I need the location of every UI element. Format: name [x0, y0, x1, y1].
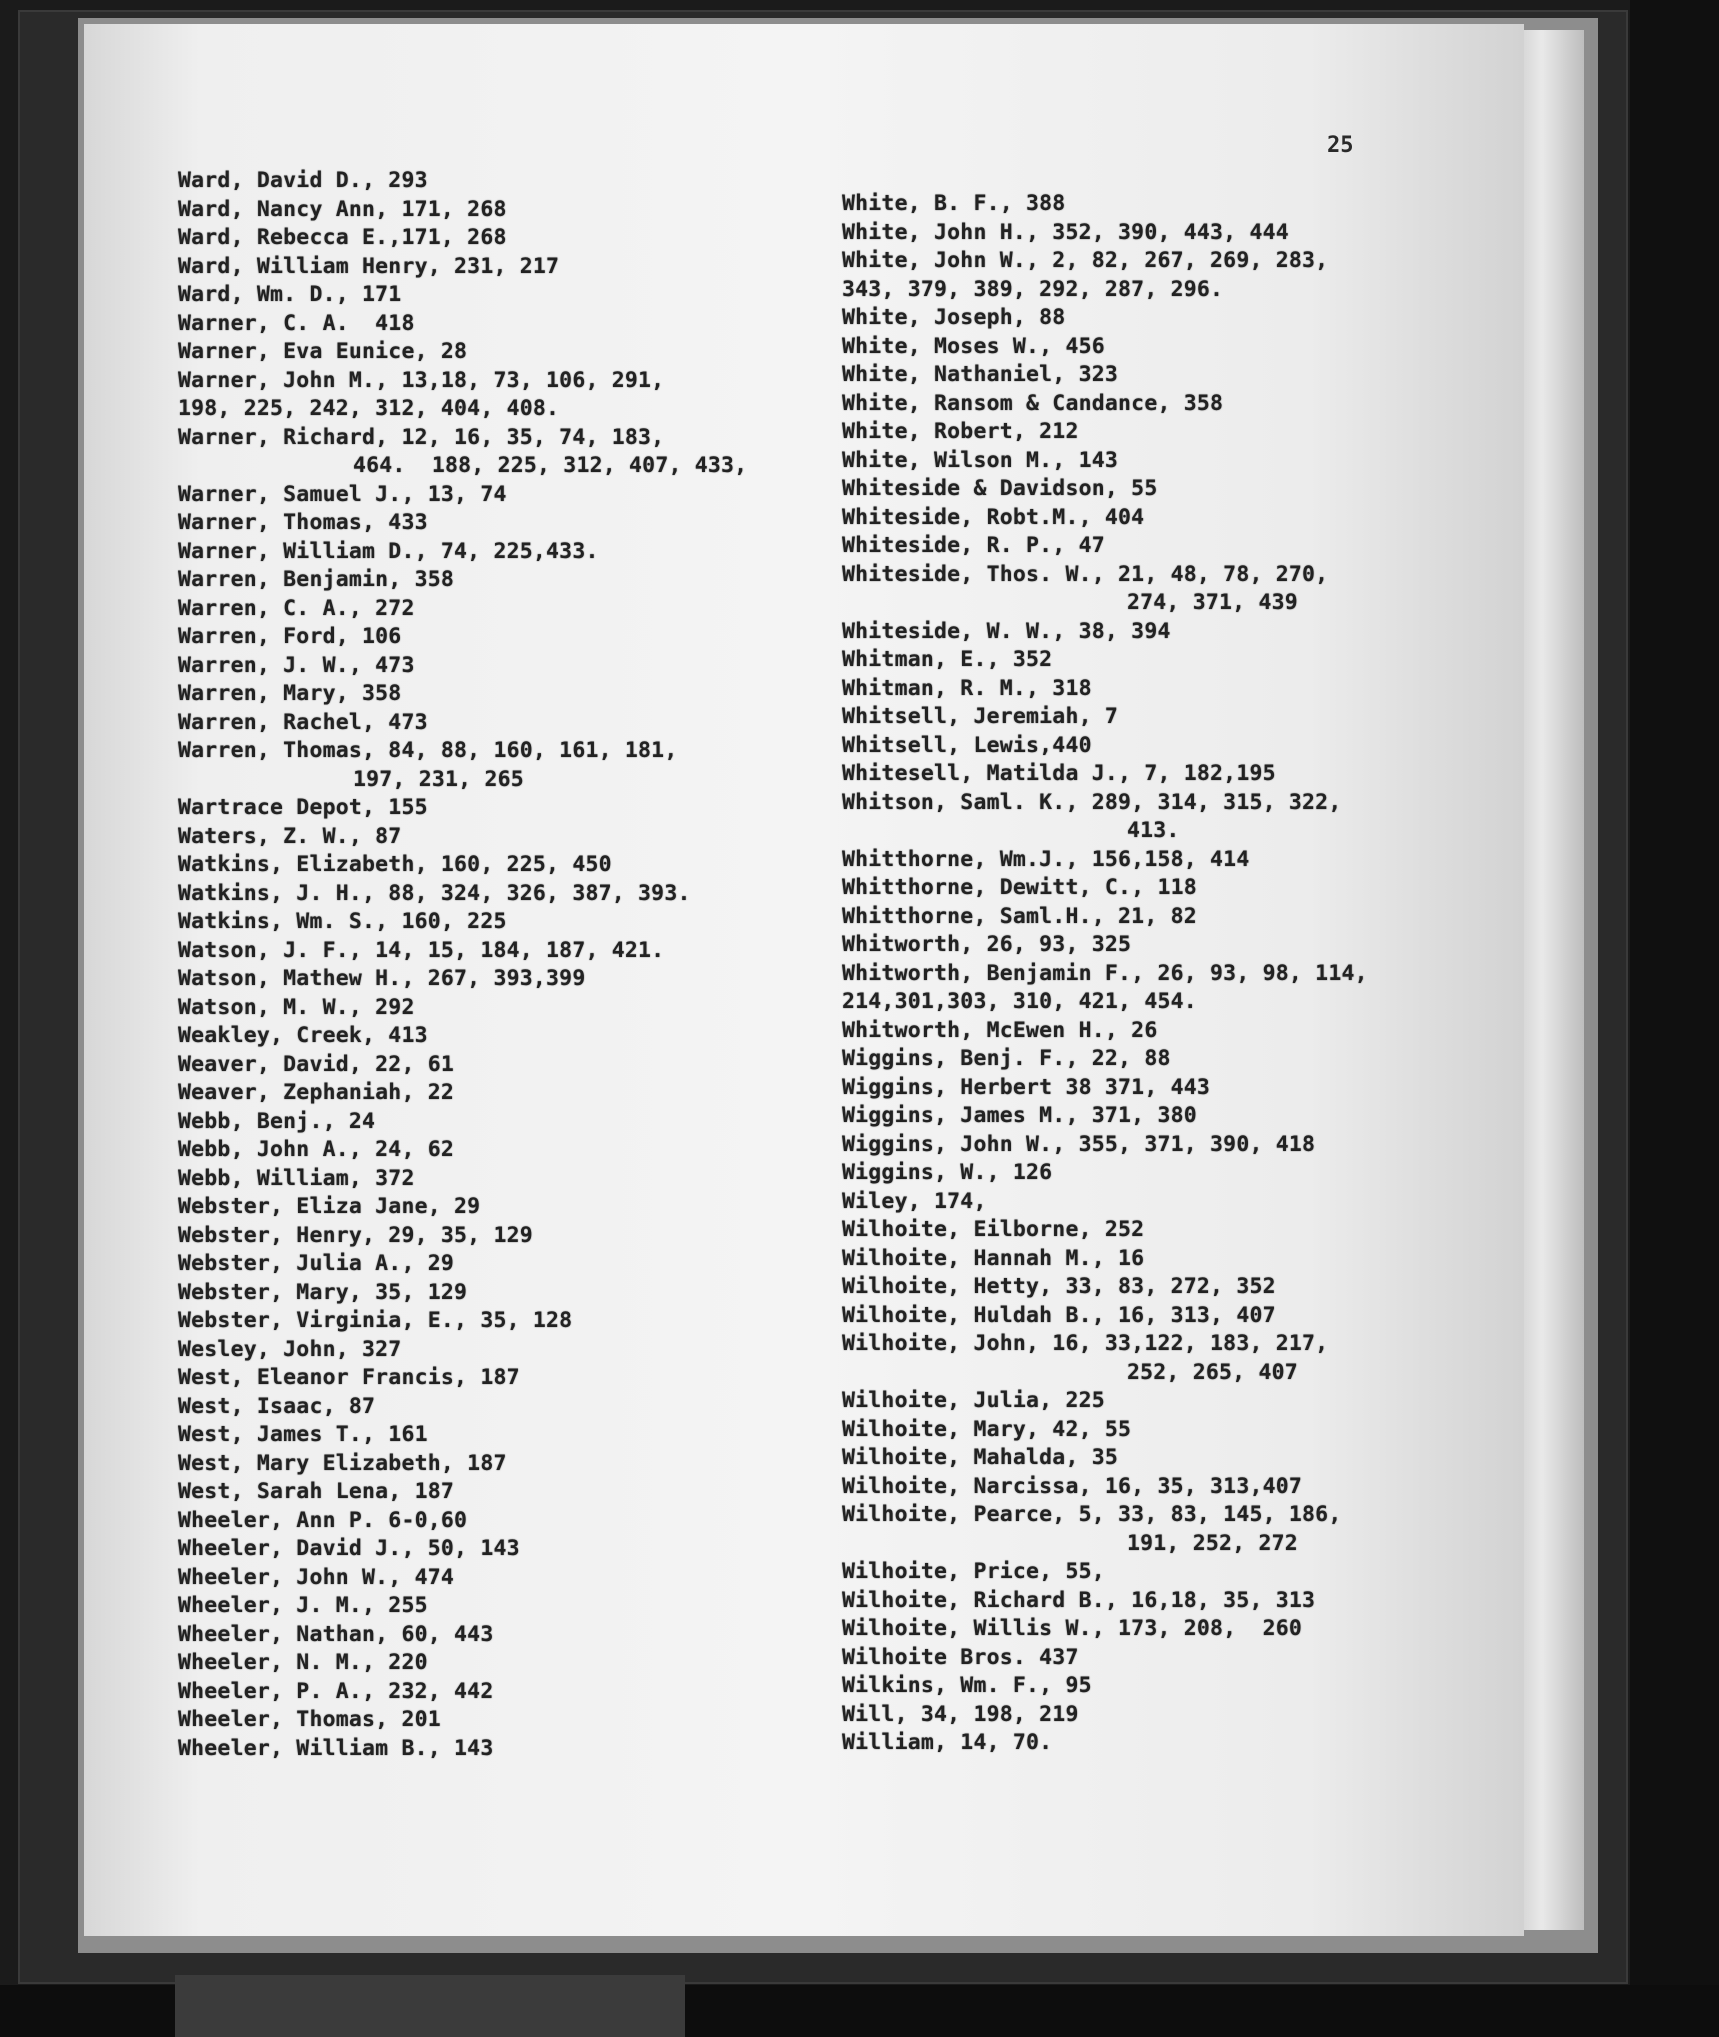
index-entry: Watkins, Wm. S., 160, 225 [178, 909, 507, 934]
index-entry: Warren, Benjamin, 358 [178, 567, 455, 592]
page-edge [1514, 30, 1584, 1930]
index-entry: Whitman, R. M., 318 [842, 675, 1092, 701]
film-gap [175, 1975, 685, 2037]
index-entry: Warner, C. A. 418 [178, 310, 415, 336]
index-entry: Webb, John A., 24, 62 [178, 1137, 455, 1162]
index-entry: Wilhoite, Huldah B., 16, 313, 407 [842, 1302, 1276, 1328]
film-edge-right [1630, 0, 1719, 2037]
index-entry: Ward, David D., 293 [178, 168, 428, 193]
index-entry: Wilhoite, Narcissa, 16, 35, 313,407 [842, 1473, 1303, 1499]
index-entry-continuation: 274, 371, 439 [1127, 590, 1298, 615]
index-column-right [842, 190, 1492, 1758]
index-entry: Wilkins, Wm. F., 95 [842, 1673, 1092, 1698]
index-entry: Ward, William Henry, 231, 217 [178, 253, 560, 279]
index-entry: Webb, William, 372 [178, 1165, 415, 1191]
index-entry: Warren, Rachel, 473 [178, 709, 428, 735]
index-entry: Wiggins, James M., 371, 380 [842, 1103, 1197, 1128]
index-entry: Whiteside & Davidson, 55 [842, 476, 1158, 501]
index-entry: Wheeler, N. M., 220 [178, 1650, 428, 1675]
index-entry: Warren, J. W., 473 [178, 652, 415, 678]
index-entry: White, Moses W., 456 [842, 333, 1105, 359]
index-entry-continuation: 191, 252, 272 [1127, 1530, 1298, 1556]
index-entry: White, Ransom & Candance, 358 [842, 390, 1224, 416]
index-entry: White, John H., 352, 390, 443, 444 [842, 219, 1289, 245]
index-entry: Warner, Eva Eunice, 28 [178, 339, 468, 364]
index-entry: Weaver, David, 22, 61 [178, 1051, 455, 1077]
index-entry: Whitman, E., 352 [842, 647, 1053, 672]
index-entry: White, John W., 2, 82, 267, 269, 283, [842, 248, 1329, 273]
index-entry: White, Nathaniel, 323 [842, 362, 1119, 387]
index-entry-continuation: 252, 265, 407 [1127, 1359, 1298, 1385]
index-column-left [178, 167, 838, 1763]
index-entry: White, Joseph, 88 [842, 305, 1066, 330]
index-entry: Whiteside, Thos. W., 21, 48, 78, 270, [842, 561, 1329, 587]
index-entry: Whitson, Saml. K., 289, 314, 315, 322, [842, 789, 1342, 815]
index-entry: Webster, Henry, 29, 35, 129 [178, 1222, 533, 1248]
index-entry: Wheeler, William B., 143 [178, 1735, 494, 1761]
index-entry: Warner, Richard, 12, 16, 35, 74, 183, [178, 424, 665, 450]
index-entry: Ward, Wm. D., 171 [178, 282, 402, 307]
index-entry: Whitsell, Lewis,440 [842, 732, 1092, 758]
index-entry-continuation: 413. [1127, 818, 1180, 843]
index-entry: Wilhoite, Eilborne, 252 [842, 1217, 1145, 1242]
index-entry: White, B. F., 388 [842, 191, 1066, 216]
index-entry: Warren, Ford, 106 [178, 624, 402, 649]
index-entry: West, James T., 161 [178, 1422, 428, 1447]
index-entry: Whiteside, Robt.M., 404 [842, 504, 1145, 530]
index-entry: Wilhoite Bros. 437 [842, 1644, 1079, 1670]
index-entry: Watkins, J. H., 88, 324, 326, 387, 393. [178, 880, 691, 906]
index-entry: Wilhoite, Richard B., 16,18, 35, 313 [842, 1587, 1316, 1613]
index-entry: Wheeler, David J., 50, 143 [178, 1536, 520, 1561]
index-entry: Wheeler, John W., 474 [178, 1564, 455, 1590]
index-entry-continuation: 197, 231, 265 [353, 766, 524, 792]
index-entry: Whitworth, Benjamin F., 26, 93, 98, 114, [842, 960, 1368, 986]
index-entry: Wiggins, John W., 355, 371, 390, 418 [842, 1131, 1316, 1157]
index-entry: Ward, Nancy Ann, 171, 268 [178, 196, 507, 222]
index-entry: Wheeler, Thomas, 201 [178, 1707, 441, 1732]
index-entry: Weakley, Creek, 413 [178, 1023, 428, 1048]
index-entry: William, 14, 70. [842, 1730, 1053, 1755]
index-entry: Wilhoite, Hetty, 33, 83, 272, 352 [842, 1274, 1276, 1299]
index-entry: West, Isaac, 87 [178, 1393, 376, 1419]
index-entry: Weaver, Zephaniah, 22 [178, 1080, 455, 1105]
index-entry: Wheeler, Nathan, 60, 443 [178, 1621, 494, 1647]
index-entry-continuation: 343, 379, 389, 292, 287, 296. [842, 276, 1224, 302]
page-number: 25 [1327, 133, 1354, 158]
index-entry: Wilhoite, Julia, 225 [842, 1388, 1105, 1413]
index-entry: Webb, Benj., 24 [178, 1108, 376, 1134]
index-entry: Wheeler, P. A., 232, 442 [178, 1678, 494, 1704]
index-entry: Wesley, John, 327 [178, 1336, 402, 1362]
index-entry: Warner, William D., 74, 225,433. [178, 538, 599, 564]
index-entry: Webster, Eliza Jane, 29 [178, 1194, 481, 1219]
index-entry: Wilhoite, Mary, 42, 55 [842, 1416, 1132, 1442]
index-entry: Webster, Mary, 35, 129 [178, 1279, 468, 1305]
index-entry-continuation: 198, 225, 242, 312, 404, 408. [178, 396, 560, 421]
index-entry: Watkins, Elizabeth, 160, 225, 450 [178, 852, 612, 877]
index-entry: Warner, John M., 13,18, 73, 106, 291, [178, 367, 665, 393]
index-entry: Watson, J. F., 14, 15, 184, 187, 421. [178, 937, 665, 963]
index-entry: Whitworth, 26, 93, 325 [842, 932, 1132, 957]
index-entry: Watson, Mathew H., 267, 393,399 [178, 966, 586, 991]
index-entry: West, Eleanor Francis, 187 [178, 1365, 520, 1390]
index-entry: Wheeler, Ann P. 6-0,60 [178, 1507, 468, 1533]
index-entry: Wilhoite, Mahalda, 35 [842, 1445, 1119, 1470]
index-entry: Warren, C. A., 272 [178, 595, 415, 621]
index-entry: Waters, Z. W., 87 [178, 823, 402, 849]
index-entry: Wiggins, Herbert 38 371, 443 [842, 1074, 1211, 1100]
index-entry: Webster, Julia A., 29 [178, 1251, 455, 1276]
index-entry: Whitthorne, Saml.H., 21, 82 [842, 903, 1197, 929]
index-entry: Wiggins, W., 126 [842, 1160, 1053, 1185]
index-entry: Warren, Mary, 358 [178, 681, 402, 706]
index-entry: Wilhoite, Willis W., 173, 208, 260 [842, 1616, 1303, 1641]
index-entry: Will, 34, 198, 219 [842, 1701, 1079, 1727]
index-entry: Wilhoite, John, 16, 33,122, 183, 217, [842, 1331, 1329, 1356]
index-entry: Warren, Thomas, 84, 88, 160, 161, 181, [178, 738, 678, 763]
index-entry: Whitsell, Jeremiah, 7 [842, 704, 1119, 729]
index-entry: Wartrace Depot, 155 [178, 795, 428, 820]
index-entry: Webster, Virginia, E., 35, 128 [178, 1308, 573, 1333]
index-entry: West, Mary Elizabeth, 187 [178, 1450, 507, 1476]
index-entry: Wilhoite, Pearce, 5, 33, 83, 145, 186, [842, 1502, 1342, 1527]
index-entry: Whiteside, W. W., 38, 394 [842, 618, 1171, 644]
index-entry: Whitworth, McEwen H., 26 [842, 1017, 1158, 1043]
index-entry: Ward, Rebecca E.,171, 268 [178, 225, 507, 250]
index-entry: Whiteside, R. P., 47 [842, 533, 1105, 558]
index-entry: Wilhoite, Price, 55, [842, 1559, 1105, 1584]
index-entry: Warner, Thomas, 433 [178, 510, 428, 535]
index-entry: Wiggins, Benj. F., 22, 88 [842, 1046, 1171, 1071]
index-entry: White, Robert, 212 [842, 419, 1079, 444]
index-entry: Wilhoite, Hannah M., 16 [842, 1245, 1145, 1271]
index-entry: West, Sarah Lena, 187 [178, 1479, 455, 1504]
index-entry: Watson, M. W., 292 [178, 994, 415, 1020]
index-entry-continuation: 464. 188, 225, 312, 407, 433, [353, 453, 748, 478]
index-entry: Wiley, 174, [842, 1188, 987, 1214]
index-entry: Whitthorne, Dewitt, C., 118 [842, 875, 1197, 900]
index-entry: Wheeler, J. M., 255 [178, 1593, 428, 1618]
index-entry: White, Wilson M., 143 [842, 447, 1119, 473]
index-entry: Whitesell, Matilda J., 7, 182,195 [842, 761, 1276, 786]
index-entry-continuation: 214,301,303, 310, 421, 454. [842, 989, 1197, 1014]
index-entry: Warner, Samuel J., 13, 74 [178, 481, 507, 507]
index-entry: Whitthorne, Wm.J., 156,158, 414 [842, 846, 1250, 872]
